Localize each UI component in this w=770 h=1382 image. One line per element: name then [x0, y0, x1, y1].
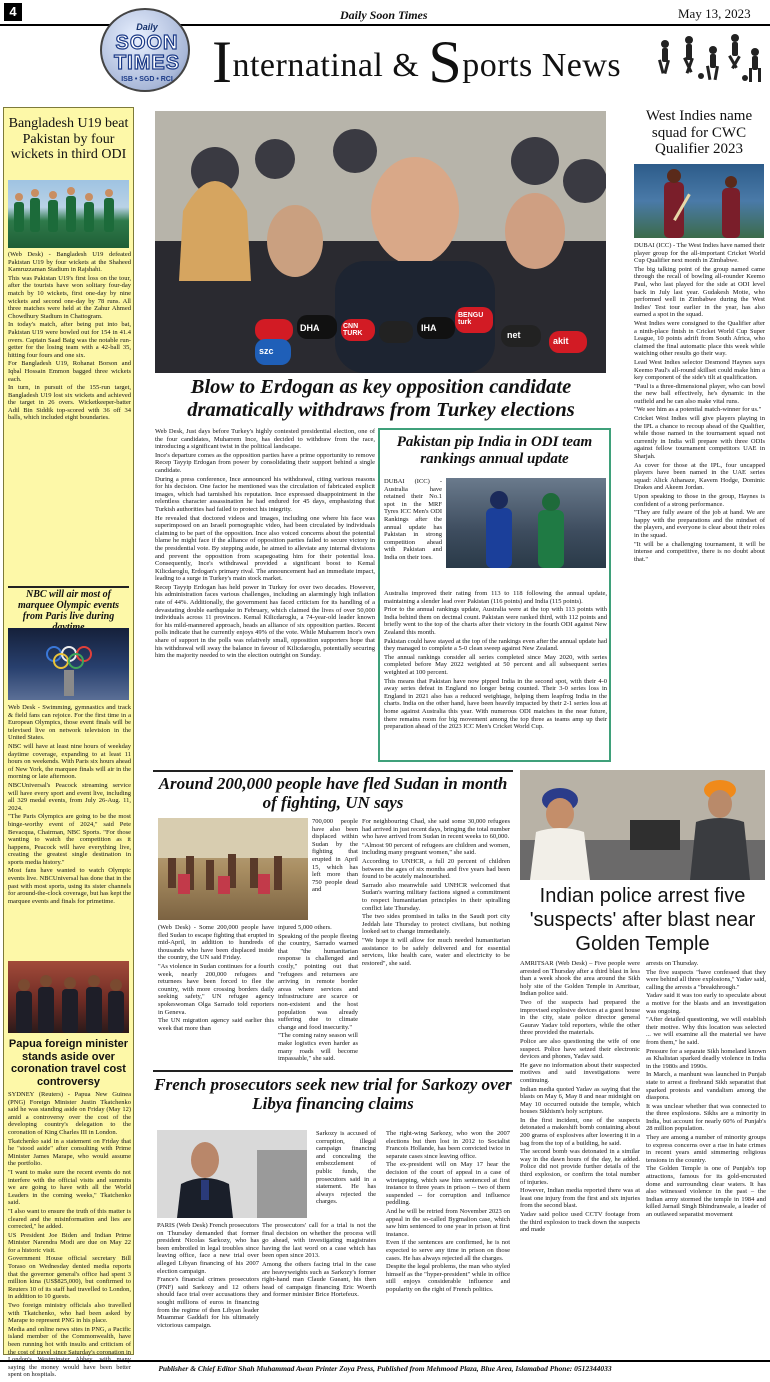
section-title-part1: nternatinal & [232, 47, 429, 84]
logo-times: TIMES [113, 52, 181, 74]
mic-label-cnn-turk: CNN TURK [343, 323, 363, 337]
logo-soon: SOON [115, 32, 179, 54]
sarkozy-intro: Sarkozy is accused of corruption, illegal campaign financing and concealing the embezzlement of public funds, the prosecutors said in a statement. He has always rejected the charges. [316, 1130, 376, 1206]
box-pakistan-rankings [378, 428, 611, 762]
paper-logo [100, 8, 190, 92]
logo-daily: Daily [136, 22, 158, 32]
photo-sudan-refugees [158, 818, 308, 920]
story-sarkozy-col2: The prosecutors' call for a trial is not the final decision on whether the process will go ahead, with investigating magistrates having the last word on a case which has been open since 2013. Among the others facing trial in the case are heavyweights such as Sarkozy's former right-hand man Claude Gueant, his then head of campaign financing Eric Woerth and former minister Brice Hortefeux. [262, 1222, 376, 1299]
logo-cities: ISB • SGD • RCI [121, 76, 173, 83]
story-golden-temple-col2: arrests on Thursday. The five suspects "have confessed that they were behind all three explosions," Yadav said, calling the arrests a "breakthrough." Yadav said it was too early to speculate about a motive for the blasts and an investigation was ongoing. "After detailed questioning, we will establish their motive. Why this location was selected ... we will examine all the material we have from them," he said. Pressure for a separate Sikh homeland known as Khalistan sparked deadly violence in India in the 1980s and 1990s. In March, a manhunt was launched in Punjab state to arrest a firebrand Sikh separatist that sparked protests and vandalism among the diaspora. It was unclear whether that was connected to the three explosions. Sikhs are a minority in India, but account for nearly 60% of Punjab's 28 million population. They are among a number of minority groups to express concerns over a rise in hate crimes in recent years amid simmering religious tensions in the country. The Golden Temple is one of Punjab's top attractions, famous for its gold-encrusted dome and surrounding clear waters. It has also witnessed violence in the past – the Indian army stormed the temple in 1984 and killed Jarnail Singh Bhindranwale, a leader of an outlawed separatist movement [646, 960, 766, 1218]
sports-silhouettes-graphic [655, 30, 763, 90]
headline-golden-temple: Indian police arrest five 'suspects' after blast near Golden Temple [529, 885, 756, 955]
divider [153, 1070, 513, 1072]
story-sudan-col3: For neighbouring Chad, she said some 30,000 refugees had arrived in just recent days, bringing the total number who have arrived from Sudan in recent weeks to 60,000. "Almost 90 percent of refugees are children and women, including many pregnant women," she said. According to UNHCR, a full 20 percent of children between the ages of six months and five years had been found to be acutely malnourished. Sarrado also meanwhile said UNHCR welcomed that Sudan's warring military factions signed a commitment to respect humanitarian principles in their spiralling conflict late Thursday. The two sides promised in talks in the Saudi port city Jeddah late Thursday to protect civilians, but nothing looked set to change immediately. "We hope it will allow for much needed humanitarian assistance to be safely delivered and for essential services, like health care, water and electricity to be restored", she said. [362, 818, 510, 967]
headline-sarkozy: French prosecutors seek new trial for Sarkozy over Libya financing claims [154, 1075, 512, 1113]
story-sarkozy-col3: The right-wing Sarkozy, who won the 2007 elections but then lost in 2012 to Socialist Francois Hollande, has been convicted twice in separate cases since leaving office. The ex-president will on May 17 hear the decision of the court of appeal in a case of wiretapping, which saw him sentenced at first instance to three years in prison -- two of them suspended -- for corruption and influence peddling. And he will be retried from November 2023 on appeal in the so-called Bygmalion case, which saw him sentenced to one year in prison at first instance. Even if the sentences are confirmed, he is not expected to serve any time in prison on those cases. He has always rejected all the charges. Despite the legal problems, the man who styled himself as the "hyper-president" while in office still enjoys considerable influence and popularity on the right of French politics. [386, 1130, 510, 1293]
story-west-indies-body: DUBAI (ICC) - The West Indies have named their player group for the all-important Cricket World Cup Qualifier next month in Zimbabwe. The big talking point of the group named came through the recall of bowling all-rounder Keemo Paul, who last played for the side at ODI level back in July last year. Gudakesh Motie, who performed well in Zimbabwe during the West Indies' Test tour earlier in the year, has also earned a spot in the squad. West Indies were consigned to the Qualifier after a ninth-place finish in Cricket World Cup Super League, 10 points adrift from South Africa, who claimed the final automatic place this week while watching other results go their way. Lead West Indies selector Desmond Haynes says Keemo Paul's all-round skillset could make him a key component of the side's tilt at qualification. "Paul is a three-dimensional player, who can bowl the new ball effectively, he's dynamic in the outfield and he can also make vital runs. "We see him as a potential match-winner for us." Cricket West Indies will give players playing in the IPL a chance to recoup ahead of the Qualifier, while those named in the tournament squad not currently in India will prepare with three ODIs against fellow tournament competitors UAE in Sharjah. As cover for those at the IPL, four uncapped players have been named in the UAE series squad: Alick Athanaze, Kavem Hodge, Dominic Drakes and Akeem Jordan. Upon speaking to those in the group, Haynes is confident of a strong performance. "They are fully aware of the job at hand. We are happy with the preparations and the mindset of the players, and everyone is clear about their roles in the squad. "It will be a challenging tournament, it will be intense and competitive, there is no doubt about that." [634, 242, 766, 563]
photo-nicolas-sarkozy [157, 1130, 307, 1218]
photo-olympic-rings [8, 628, 129, 700]
mic-label-akit: akit [553, 336, 569, 346]
footer-rule [0, 1360, 770, 1362]
story-erdogan-body: Web Desk, Just days before Turkey's highly contested presidential election, one of the four candidates, Muharrem Ince, has decided to withdraw from the race, introducing a significant twist in the political landscape. Ince's departure comes as the opposition parties have a prime opportunity to remove Recep Tayyip Erdogan from power by consolidating their support behind a single candidate. During a press conference, Ince announced his withdrawal, citing various reasons for his decision. One factor he mentioned was the circulation of fabricated explicit images, which had tarnished his reputation. Ince expressed disappointment in the relentless character assassination he had endured for 45 days, emphasizing that Turkish authorities had failed to protect his integrity. He revealed that doctored videos and images, including one where his face was superimposed on an Israeli pornographic video, had been circulated by individuals claiming to be part of the opposition. Ince also voiced concerns about the potential blame he might face if the alliance of opposition parties failed to secure victory in the presidential vote. By stepping aside, he aimed to alleviate any internal divisions and prevent the opposition from scapegoating him for their potential loss. Consequently, Ince's withdrawal provided a significant boost to Kemal Kilicdaroglu, Erdogan's primary rival. The announcement had an immediate impact, leading to a surge in Turkey's main stock market. Recep Tayyip Erdogan has held power in Turkey for over two decades. However, his administration faces various challenges, including an alarmingly high inflation rate of 44%. Additionally, the government has faced criticism for its handling of a devastating double earthquake in February, which claimed the lives of over 50,000 individuals across 11 provinces. Kemal Kilicdaroglu, a 74-year-old leader known for his mild-mannered approach, heads an alliance of six opposition parties. Recent polls indicate that he currently enjoys 49% of the vote. While Muharrem Ince's own share of support in the polls was relatively small, opposition supporters hope that his withdrawal will sway the balance in favour of Kilicdaroglu, potentially securing him the majority needed to win the election outright on Sunday. [155, 428, 375, 660]
story-bangladesh-u19-body: (Web Desk) - Bangladesh U19 defeated Pakistan U19 by four wickets at the Shaheed Kamruzzaman Stadium in Rajshahi. This was Pakistan U19's first loss on the tour, after the tourists have won solitary four-day match by 10 wickets, first one-day by nine wickets and second one-day by 78 runs. All three matches were held at the Zahur Ahmed Chowdhury Stadium in Chattogram. In today's match, after being put into bat, Pakistan U19 were bowled out for 154 in 41.4 overs. Captain Saad Baig was the notable run-getter for the losing team with a 42-ball 35, hitting four fours and one six. For Bangladesh U19, Rohanat Borson and Iqbal Hossain Emmon bagged three wickets each. In turn, in pursuit of the 155-run target, Bangladesh U19 lost six wickets and achieved the target in 26 overs. Wicketkeeper-batter Adil Bin Siddik top-scored with 36 off 34 balls, which included eight boundaries. [8, 251, 131, 422]
mic-label-iha: IHA [421, 323, 437, 333]
story-golden-temple-col1: AMRITSAR (Web Desk) – Five people were arrested on Thursday after a third blast in less than a week shook the area around the Sikh holy site of the Golden Temple in Amritsar, Indian police said. Two of the suspects had prepared the improvised explosive devices at a guest house in the city, state police director general Gaurav Yadav told reporters, while the other three provided the materials. Police are also questioning the wife of one suspect. Police have seized their electronic devices and phones, Yadav said. He gave no information about their suspected motives and said investigations were continuing. Indian media quoted Yadav as saying that the blasts on May 6, May 8 and near midnight on May 10 occurred outside the temple, which houses Sikhism's holy scripture. In the first incident, one of the suspects detonated a makeshift bomb containing about 200 grams of explosives after lowering it in a bag from the top of a building, he said. The second bomb was detonated in a similar way in the dawn hours of the day, he added. Police did not provide further details of the third explosion, or confirm the total number of injuries. However, Indian media reported there was at least one injury from the first and six injuries from the second blast. Yadav said police used CCTV footage from the third explosion to track down the suspects and made [520, 960, 640, 1234]
photo-sikh-security-forces [520, 770, 765, 880]
headline-nbc-olympics: NBC will air most of marquee Olympic events from Paris live during [17, 589, 120, 622]
photo-muharrem-ince-press [155, 111, 606, 373]
headline-erdogan-opposition: Blow to Erdogan as key opposition candidate dramatically withdraws from Turkey elections [187, 376, 575, 421]
section-title-part2: ports News [462, 47, 622, 84]
headline-pakistan-rankings: Pakistan pip India in ODI team rankings annual update [396, 434, 593, 467]
story-pakistan-rankings-body: Australia improved their rating from 113 to 118 following the annual update, maintaining a slender lead over Pakistan (116 points) and India (115 points). Prior to the annual rankings update, Australia were at the top with 113 points with India behind them on decimal count. Pakistan were ranked third, with 112 points and briefly went to the top of the charts after their victory in the fourth ODI against New Zealand this month. Pakistan could have stayed at the top of the rankings even after the annual update had they managed to complete a 5-0 clean sweep against New Zealand. The annual rankings consider all series completed since May 2020, with series completed before May 2022 weighted at 50 percent and all subsequent series weighted at 100 percent. This means that Pakistan have now pipped India in the second spot, with their 4-0 away series defeat in England no longer being counted. Their 3-0 series loss in England in 2021 also has a reduced weightage, helping them leapfrog India in the charts. India on the other hand, have been heavily impacted by their 2-1 series loss at home against Australia this year. With numerous ODI matches in the near future, there remains room for big movement among the top three as teams amp up their preparation ahead of the 2023 ICC Men's Cricket World Cup. [384, 590, 607, 731]
mic-label-bengu-turk: BENGU turk [458, 312, 484, 326]
story-sarkozy-col1: PARIS (Web Desk) French prosecutors on Thursday demanded that former president Nicolas Sarkozy, who has been embroiled in legal troubles since leaving office, face a new trial over alleged Libyan financing of his 2007 election campaign. France's financial crimes prosecutors (PNF) said Sarkozy and 12 others should face trial over accusations they sought millions of euros in financing from the regime of then Libyan leader Muammar Gaddafi for his ultimately victorious campaign. [157, 1222, 259, 1329]
pakistan-rankings-intro: DUBAI (ICC) - Australia have retained their No.1 spot in the MRF Tyres ICC Men's ODI Rankings after the annual update has Pakistan in strong competition ahead with Pakistan and India on their toes. [384, 478, 442, 561]
section-title-initial-i: I [212, 29, 233, 95]
photo-bangladesh-cricketers [8, 180, 129, 248]
divider [8, 586, 129, 588]
headline-sudan: Around 200,000 people have fled Sudan in month of fighting, UN says [158, 774, 508, 812]
story-sudan-col2: injured 5,000 others. Speaking of the people fleeing the country, Sarrado warned that "the humanitarian response is challenged and costly," pointing out that "refugees and returnees are arriving in remote border areas where services and infrastructure are scarce or non-existent and the host population was already suffering due to climate change and food insecurity." "The coming rainy season will make logistics even harder as many roads will become impassable," she said. [278, 924, 358, 1063]
mic-label-dha: DHA [300, 323, 320, 333]
issue-date: May 13, 2023 [678, 6, 751, 21]
headline-west-indies: West Indies name squad for CWC Qualifier 2023 [645, 108, 753, 157]
story-nbc-olympics-body: Web Desk - Swimming, gymnastics and track & field fans can rejoice. For the first time in a European Olympics, those event finals will be televised live on network television in the United States. NBC will have at least nine hours of weekday daytime coverage, expanding to at least 11 hours on weekends. With Paris six hours ahead of New York, the marquee finals will air in the morning or late afternoon. NBCUniversal's Peacock streaming service will have every sport and event live, including all 329 medal events, from July 26-Aug. 11, 2024. "The Paris Olympics are going to be the most binge-worthy event of 2024," said Pete Bevacqua, Chairman, NBC Sports. "For those wanting to watch the competition as it happens, Peacock will have everything live, creating the greatest single destination in sports media history." Most fans have wanted to watch Olympic events live. NBCUniversal has done that in the past with most sports, using its sister channels for around-the-clock coverage, but has kept the marquee events and finals for primetime. [8, 704, 131, 905]
mic-label-szc: szc [259, 346, 274, 356]
story-papua-minister-body: SYDNEY (Reuters) - Papua New Guinea (PNG) Foreign Minister Justin Tkatchenko said he was standing aside on Friday (May 12) amid a controversy over the cost of the developing country's delegation to the coronation of King Charles III in London. Tkatchenko said in a statement on Friday that he "stood aside" after consulting with Prime Minister James Marape, who would assume the portfolio. "I want to make sure the recent events do not interfere with the official visits and summits we are going to have with all the World Leaders in the coming weeks," Tkatchenko said. "I also want to ensure the truth of this matter is cleared and the misinformation and lies are corrected," he added. US President Joe Biden and Indian Prime Minister Narendra Modi are due on May 22 for a historic visit. Government House official secretary Bill Toraso on Wednesday denied media reports that the governor general's office had spent 3 million kina (US$825,000), but confirmed to Reuters 10 of its staff had travelled to London, in addition to 10 guests. Two foreign ministry officials also travelled with Tkatchenko, who had been asked by Marape to represent PNG in his place. Media and online news sites in PNG, a Pacific island member of the Commonwealth, have been running hot with insults and criticism of the cost of travel since Saturday's coronation in saying the money would have been better spent on hospitals. [8, 1091, 132, 1379]
footer-imprint: Publisher & Chief Editor Shah Muhammad Awan Printer Zoya Press, Published from Mehmood Plaza, Blue Area, Islamabad Phone: 0512344033 [158, 1364, 612, 1373]
section-title-initial-s: S [428, 29, 463, 95]
headline-bangladesh-u19: Bangladesh U19 beat Pakistan by four wickets in third ODI [8, 116, 129, 162]
photo-papua-delegation [8, 961, 129, 1033]
story-sudan-col1: (Web Desk) - Some 200,000 people have fled Sudan to escape fighting that erupted in mid-April, in addition to hundreds of thousands who have been displaced inside the country, the UN said Friday. "As violence in Sudan continues for a fourth week, nearly 200,000 refugees and returnees have been forced to flee the country, with more crossing borders daily seeking safety," UN refugee agency spokeswoman Olga Sarrado told reporters in Geneva. The UN migration agency said earlier this week that more than [158, 924, 274, 1032]
paper-name: Daily Soon Times [340, 8, 428, 22]
sudan-intro: 700,000 people have also been displaced within Sudan by the fighting that erupted in April 15, which has left more than 750 people dead and [312, 818, 358, 894]
photo-west-indies-players [634, 164, 764, 238]
section-title [212, 29, 622, 96]
photo-pakistan-india-players [446, 478, 606, 568]
page-number: 4 [4, 3, 22, 21]
headline-papua-minister: Papua foreign minister stands aside over coronation travel cost controversy [8, 1038, 129, 1088]
mic-label-net: net [507, 330, 521, 340]
left-news-column [3, 107, 134, 1379]
divider [153, 770, 513, 772]
